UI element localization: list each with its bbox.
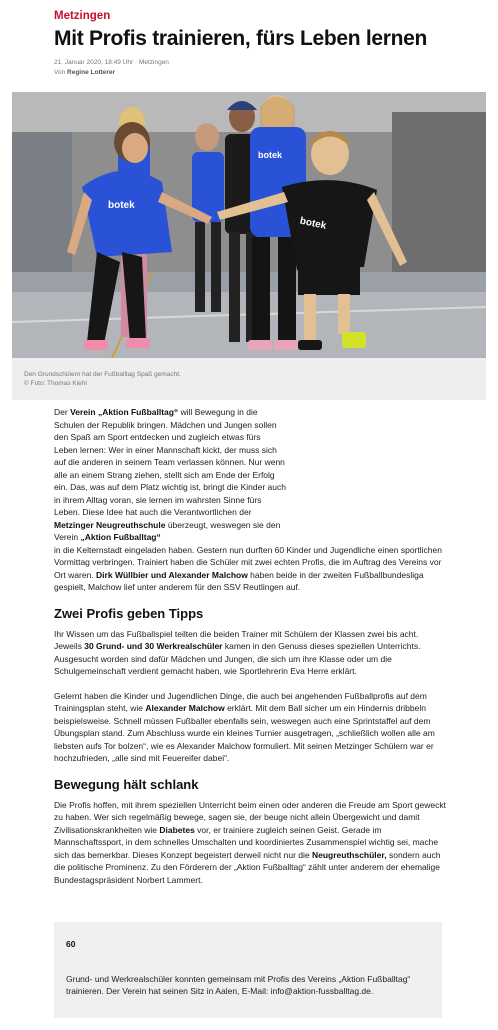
text-run: überzeugt, weswegen sie den Verein xyxy=(54,519,281,542)
bold-run: Neugreuthschüler, xyxy=(311,849,387,860)
subheading-tips: Zwei Profis geben Tipps xyxy=(54,605,204,621)
jersey-text: botek xyxy=(258,150,283,160)
text-run: Der xyxy=(54,407,71,417)
article-body xyxy=(54,406,446,886)
photo-caption: Den Grundschülern hat der Fußballtag Spaß gemacht. xyxy=(24,371,181,378)
jersey-text-3: botek xyxy=(298,215,328,232)
author-prefix: Von xyxy=(54,69,66,76)
article-date: 21. Januar 2020, 18:49 Uhr xyxy=(54,59,134,66)
paragraph-drills xyxy=(54,690,446,765)
photo-credit: © Foto: Thomas Kiehl xyxy=(24,380,87,387)
article-headline: Mit Profis trainieren, fürs Leben lernen xyxy=(54,27,428,50)
bold-run: Verein „Aktion Fußballtag“ xyxy=(70,407,179,417)
article-meta: 21. Januar 2020, 18:49 Uhr · Metzingen Von Regine Lotterer xyxy=(54,59,169,76)
bold-run: „Aktion Fußballtag“ xyxy=(80,532,161,542)
bold-run: Dirk Wüllbier und Alexander Malchow xyxy=(96,569,248,580)
bold-run: 30 Grund- und 30 Werkrealschüler xyxy=(84,641,223,651)
subheading-health: Bewegung hält schlank xyxy=(54,776,199,792)
info-text: Grund- und Werkrealschüler konnten gemeinsam mit Profis des Vereins „Aktion Fußballtag“ trainieren. Der Verein hat seinen Sitz in Aalen, E-Mail: info@aktion-fussballtag.de. xyxy=(66,973,411,996)
text-run: sondern auch die politische Prominenz. Zu den Förderern der „Aktion Fußballtag“ zählt unter anderem der ehemalige Bundestagspräsident Norbert Lammert. xyxy=(54,849,441,885)
bold-run: Diabetes xyxy=(159,824,195,835)
bold-run: Metzinger Neugreuthschule xyxy=(54,519,166,530)
text-run: will Bewegung in die Schulen der Republik bringen. Mädchen und Jungen sollen den Spaß am Sport entdecken und zugleich etwas fürs Leben lernen: Wer in einer Mannschaft kickt, der muss sich auf die anderen in seinem Team verlassen können. Nur wenn alle an einem Strang ziehen, stellt sich am Ende der Erfolg ein. Das, was auf dem Platz wichtig ist, bringt die Kinder auch in ihrem Alltag voran, sie lernen im wahrsten Sinne fürs Leben. Diese Idee hat auch die Verantwortlichen der xyxy=(54,407,286,517)
article-photo[interactable] xyxy=(12,92,486,358)
jersey-text-2: botek xyxy=(108,200,135,211)
bold-run: Alexander Malchow xyxy=(145,703,225,713)
article-location: Metzingen xyxy=(138,59,169,66)
text-run: kamen in den Genuss dieses speziellen Unterrichts. Ausgesucht worden sind dafür Mädchen und Jungen, die sich um ihre Klasse oder um die Schulgemeinschaft verdient gemacht haben, wie Sportlehrerin Eva Herre erklärt. xyxy=(54,641,421,676)
article-kicker: Metzingen xyxy=(54,10,111,22)
paragraph-intro xyxy=(54,406,286,544)
info-box xyxy=(54,922,442,1018)
paragraph-intro-continued xyxy=(54,544,446,594)
text-run: Die Profis hoffen, mit ihrem speziellen Unterricht beim einen oder anderen die Freude am Sport geweckt zu haben. Wer sich regelmäßig bewege, sagen sie, der beuge nicht allein Übergewicht und damit Zivilisationskrankheiten wie xyxy=(54,799,446,835)
author-name: Regine Lotterer xyxy=(67,69,116,76)
info-number: 60 xyxy=(66,939,76,949)
paragraph-health xyxy=(54,799,446,887)
paragraph-training xyxy=(54,628,446,678)
text-run: haben beide in der zweiten Fußballbundesliga gespielt, Malchow lief unter anderem für den SSV Reutlingen auf. xyxy=(54,569,424,592)
text-run: vor, er trainiere zugleich seinen Geist. Gerade im Mannschaftssport, in dem schnelles Umschalten und koordiniertes Zusammenspiel wichtig sei, mache sich das bemerkbar. Dieses Konzept begeistert derweil nicht nur die xyxy=(54,824,439,860)
text-run: in die Kelternstadt eingeladen haben. Gestern nun durften 60 Kinder und Jugendliche einen sportlichen Vormittag verbringen. Trainiert haben die Schüler mit zwei echten Profis, die im Auftrag des Vereins vor Ort waren. xyxy=(54,544,442,580)
text-run: Ihr Wissen um das Fußballspiel teilten die beiden Trainer mit Schülern der Klassen zwei bis acht. Jeweils xyxy=(54,628,419,651)
photo-caption-box xyxy=(12,358,486,400)
text-run: erklärt. Mit dem Ball sicher um ein Hindernis dribbeln beispielsweise. Schnell müssen Fußballer ebenfalls sein, weswegen auch eine Sprintstaffel auf dem Übungsplan stand. Zum Abschluss wurde ein kleines Turnier ausgetragen, „schließlich wollen alle am liebsten aufs Tor bolzen“, wie es Alexander Malchow formuliert. Mit seinen Metzinger Schülern war er hochzufrieden, „alle sind mit Feuereifer dabei“. xyxy=(54,703,435,763)
text-run: Gelernt haben die Kinder und Jugendlichen Dinge, die auch bei angehenden Fußballprofis auf dem Trainingsplan steht, wie xyxy=(54,690,427,713)
